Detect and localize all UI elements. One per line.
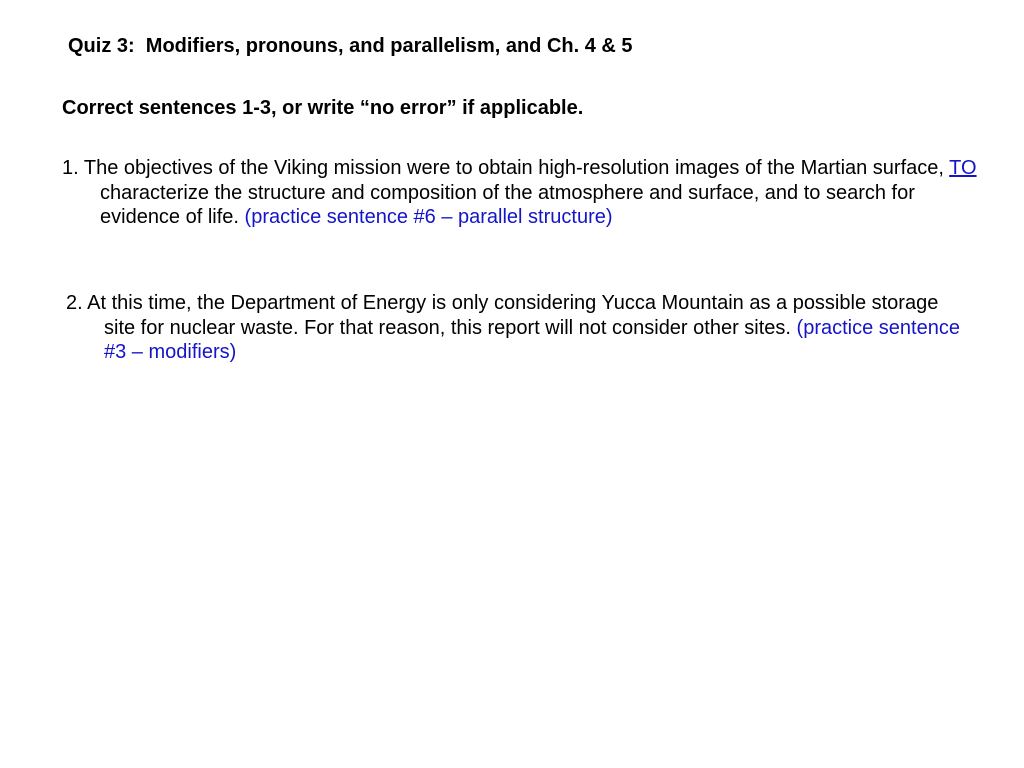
sentence-2 <box>66 291 964 365</box>
sentence-1 <box>62 156 980 230</box>
sentence-1-text-before: 1. The objectives of the Viking mission were to obtain high-resolution images of the Martian surface, <box>62 157 950 179</box>
sentence-2-note: (practice sentence #3 – modifiers) <box>104 316 960 363</box>
sentence-1-highlight: TO <box>949 157 977 179</box>
sentence-1-note: (practice sentence #6 – parallel structure) <box>244 206 613 228</box>
slide-title: Quiz 3: Modifiers, pronouns, and parallelism, and Ch. 4 & 5 <box>68 35 633 57</box>
sentence-1-text-after: characterize the structure and composition of the atmosphere and surface, and to search for evidence of life. <box>100 181 915 228</box>
sentence-2-text: 2. At this time, the Department of Energy is only considering Yucca Mountain as a possible storage site for nuclear waste. For that reason, this report will not consider other sites. <box>66 292 939 339</box>
instruction-text: Correct sentences 1-3, or write “no error” if applicable. <box>62 97 584 119</box>
